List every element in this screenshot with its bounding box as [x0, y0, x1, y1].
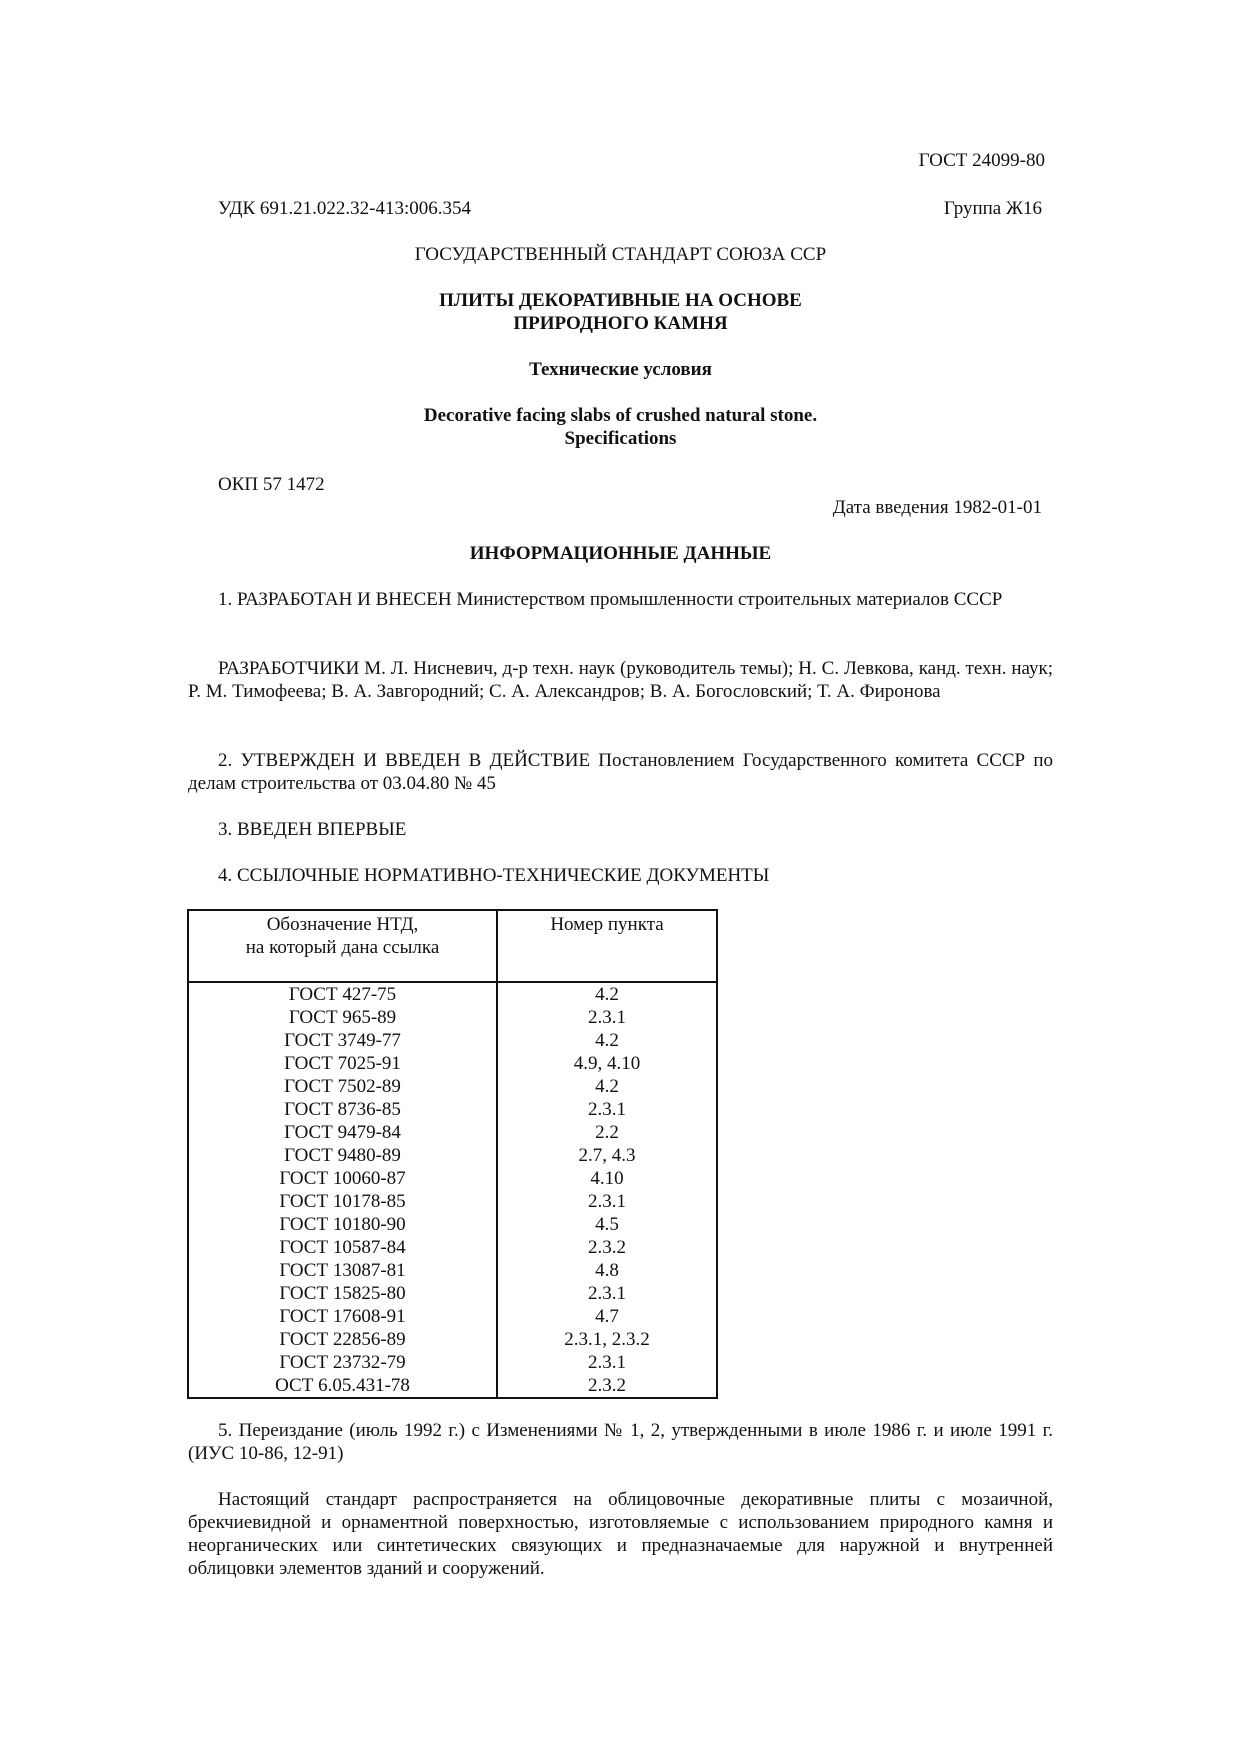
- table-row: [188, 1098, 717, 1121]
- table-cell-clause: 2.3.2: [497, 1374, 717, 1398]
- table-row: [188, 1374, 717, 1398]
- table-cell-designation: ГОСТ 22856-89: [188, 1328, 497, 1351]
- table-cell-designation: ГОСТ 9479-84: [188, 1121, 497, 1144]
- table-cell-designation: ГОСТ 10178-85: [188, 1190, 497, 1213]
- udk-code: УДК 691.21.022.32-413:006.354: [218, 198, 472, 219]
- table-cell-designation: ГОСТ 13087-81: [188, 1259, 497, 1282]
- table-cell-clause: 2.3.2: [497, 1236, 717, 1259]
- table-row: [188, 1282, 717, 1305]
- table-row: [188, 1029, 717, 1052]
- okp-code: ОКП 57 1472: [218, 474, 325, 495]
- info-heading: ИНФОРМАЦИОННЫЕ ДАННЫЕ: [469, 543, 772, 564]
- state-standard-heading: ГОСУДАРСТВЕННЫЙ СТАНДАРТ СОЮЗА ССР: [414, 244, 827, 265]
- table-cell-clause: 2.7, 4.3: [497, 1144, 717, 1167]
- table-row: [188, 1328, 717, 1351]
- table-row: [188, 1075, 717, 1098]
- table-cell-clause: 4.7: [497, 1305, 717, 1328]
- column-header-clause: Номер пункта: [497, 910, 717, 982]
- table-row: [188, 1052, 717, 1075]
- table-cell-clause: 4.10: [497, 1167, 717, 1190]
- table-cell-clause: 2.3.1: [497, 1098, 717, 1121]
- table-row: [188, 1006, 717, 1029]
- table-cell-clause: 2.3.1: [497, 1351, 717, 1374]
- table-cell-clause: 4.9, 4.10: [497, 1052, 717, 1075]
- title-line-1: ПЛИТЫ ДЕКОРАТИВНЫЕ НА ОСНОВЕ: [439, 290, 802, 311]
- reference-documents-table: [187, 909, 718, 1399]
- table-cell-clause: 4.2: [497, 1075, 717, 1098]
- table-row: [188, 1236, 717, 1259]
- table-row: [188, 982, 717, 1006]
- table-cell-designation: ГОСТ 7025-91: [188, 1052, 497, 1075]
- table-body: [188, 982, 717, 1398]
- table-cell-designation: ГОСТ 10180-90: [188, 1213, 497, 1236]
- table-cell-clause: 2.3.1: [497, 1282, 717, 1305]
- table-cell-designation: ГОСТ 10060-87: [188, 1167, 497, 1190]
- table-cell-designation: ГОСТ 8736-85: [188, 1098, 497, 1121]
- table-row: [188, 1190, 717, 1213]
- info-item-2: 2. УТВЕРЖДЕН И ВВЕДЕН В ДЕЙСТВИЕ Постановлением Государственного комитета СССР по делам строительства от 03.04.80 № 45: [188, 750, 1053, 794]
- gost-code: ГОСТ 24099-80: [918, 150, 1045, 171]
- title-line-2: ПРИРОДНОГО КАМНЯ: [513, 313, 728, 334]
- table-cell-designation: ГОСТ 9480-89: [188, 1144, 497, 1167]
- info-item-3: 3. ВВЕДЕН ВПЕРВЫЕ: [218, 819, 407, 840]
- table-row: [188, 1213, 717, 1236]
- table-cell-designation: ГОСТ 965-89: [188, 1006, 497, 1029]
- english-title-line-2: Specifications: [564, 428, 677, 449]
- table-header-row: [188, 910, 717, 982]
- introduction-date: Дата введения 1982-01-01: [832, 497, 1042, 518]
- table-cell-designation: ГОСТ 10587-84: [188, 1236, 497, 1259]
- english-title-line-1: Decorative facing slabs of crushed natural stone.: [423, 405, 818, 426]
- table-cell-clause: 2.3.1: [497, 1190, 717, 1213]
- table-cell-clause: 4.5: [497, 1213, 717, 1236]
- table-row: [188, 1259, 717, 1282]
- group-code: Группа Ж16: [943, 198, 1042, 219]
- document-title: [188, 289, 1053, 335]
- table-cell-designation: ГОСТ 15825-80: [188, 1282, 497, 1305]
- table-cell-designation: ОСТ 6.05.431-78: [188, 1374, 497, 1398]
- column-header-designation-line-2: на который дана ссылка: [245, 937, 440, 958]
- info-item-4: 4. ССЫЛОЧНЫЕ НОРМАТИВНО-ТЕХНИЧЕСКИЕ ДОКУМЕНТЫ: [218, 865, 770, 886]
- table-cell-designation: ГОСТ 17608-91: [188, 1305, 497, 1328]
- table-cell-clause: 4.8: [497, 1259, 717, 1282]
- table-cell-clause: 4.2: [497, 1029, 717, 1052]
- table-cell-designation: ГОСТ 3749-77: [188, 1029, 497, 1052]
- table-row: [188, 1305, 717, 1328]
- column-header-designation-line-1: Обозначение НТД,: [266, 914, 419, 935]
- table-row: [188, 1167, 717, 1190]
- info-item-5: 5. Переиздание (июль 1992 г.) с Изменениями № 1, 2, утвержденными в июле 1986 г. и июле 1991 г. (ИУС 10-86, 12-91): [188, 1420, 1053, 1464]
- info-item-1: 1. РАЗРАБОТАН И ВНЕСЕН Министерством промышленности строительных материалов СССР: [218, 589, 1003, 610]
- table-cell-designation: ГОСТ 23732-79: [188, 1351, 497, 1374]
- english-title: [188, 404, 1053, 450]
- table-cell-clause: 2.3.1: [497, 1006, 717, 1029]
- table-row: [188, 1121, 717, 1144]
- scope-paragraph: Настоящий стандарт распространяется на облицовочные декоративные плиты с мозаичной, брекчиевидной и орнаментной поверхностью, изготовляемые с использованием природного камня и неорганических или синтетических связующих и предназначаемые для наружной и внутренней облицовки элементов зданий и сооружений.: [188, 1489, 1053, 1579]
- table-cell-designation: ГОСТ 427-75: [188, 982, 497, 1006]
- document-subtitle: Технические условия: [529, 359, 712, 380]
- developers-paragraph: РАЗРАБОТЧИКИ М. Л. Нисневич, д-р техн. наук (руководитель темы); Н. С. Левкова, канд. техн. наук; Р. М. Тимофеева; В. А. Завгородний; С. А. Александров; В. А. Богословский; Т. А. Фиронова: [188, 658, 1053, 702]
- table-cell-clause: 2.3.1, 2.3.2: [497, 1328, 717, 1351]
- table-row: [188, 1351, 717, 1374]
- column-header-designation: [188, 910, 497, 982]
- table-cell-clause: 2.2: [497, 1121, 717, 1144]
- table-row: [188, 1144, 717, 1167]
- table-cell-designation: ГОСТ 7502-89: [188, 1075, 497, 1098]
- table-cell-clause: 4.2: [497, 982, 717, 1006]
